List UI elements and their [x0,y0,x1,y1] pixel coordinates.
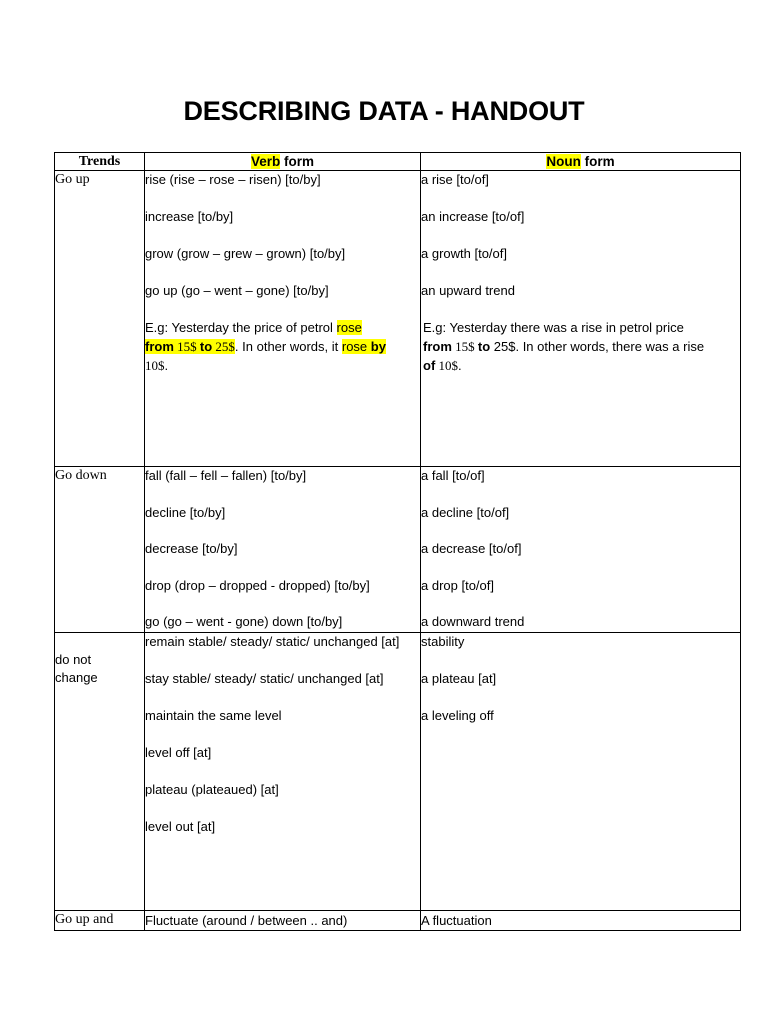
list-item: a decrease [to/of] [421,541,522,556]
vocabulary-table [54,152,741,931]
list-item: go up (go – went – gone) [to/by] [145,283,329,298]
list-item: a leveling off [421,708,494,723]
noun-example: E.g: Yesterday there was a rise in petrol price from 15$ to 25$. In other words, there was a rise of 10$. [423,320,705,373]
verbs-no-change [145,633,421,911]
nouns-no-change [421,633,741,911]
list-item: decrease [to/by] [145,541,238,556]
verbs-go-up [145,171,421,467]
list-item: increase [to/by] [145,209,234,224]
header-noun-form: Noun form [421,153,741,171]
list-item: a rise [to/of] [421,172,489,187]
trend-go-down: Go down [55,467,145,633]
list-item: go (go – went - gone) down [to/by] [145,614,343,629]
verb-fluctuate: Fluctuate (around / between .. and) [145,911,421,931]
table-row-no-change [55,633,741,911]
list-item: a growth [to/of] [421,246,507,261]
list-item: rise (rise – rose – risen) [to/by] [145,172,321,187]
list-item: plateau (plateaued) [at] [145,782,279,797]
table-row-go-down [55,467,741,633]
verb-example: E.g: Yesterday the price of petrol rose from 15$ to 25$. In other words, it rose by 10$. [145,320,386,373]
list-item: a drop [to/of] [421,577,494,593]
list-item: stay stable/ steady/ static/ unchanged [at] [145,671,384,686]
list-item: a decline [to/of] [421,504,510,520]
list-item: maintain the same level [145,708,282,723]
list-item: decline [to/by] [145,504,226,520]
nouns-go-down [421,467,741,633]
list-item: a plateau [at] [421,671,497,686]
trend-go-up: Go up [55,171,145,467]
noun-fluctuate: A fluctuation [421,911,741,931]
verbs-go-down [145,467,421,633]
verb-highlight: Verb [250,154,281,169]
list-item: a downward trend [421,614,525,629]
list-item: an upward trend [421,283,515,298]
table-row-fluctuate [55,911,741,931]
list-item: level out [at] [145,819,216,834]
page-title: DESCRIBING DATA - HANDOUT [183,96,585,126]
list-item: remain stable/ steady/ static/ unchanged [at] [145,634,400,649]
header-trends: Trends [55,153,145,171]
list-item: a fall [to/of] [421,468,485,483]
list-item: drop (drop – dropped - dropped) [to/by] [145,577,370,593]
list-item: fall (fall – fell – fallen) [to/by] [145,468,307,483]
list-item: stability [421,634,465,649]
table-row-go-up [55,171,741,467]
header-row [55,153,741,171]
list-item: grow (grow – grew – grown) [to/by] [145,246,346,261]
header-verb-form: Verb form [145,153,421,171]
noun-highlight: Noun [546,154,581,169]
list-item: level off [at] [145,745,212,760]
list-item: an increase [to/of] [421,209,525,224]
trend-fluctuate: Go up and [55,911,145,931]
nouns-go-up [421,171,741,467]
trend-no-change: do not change [55,633,145,911]
